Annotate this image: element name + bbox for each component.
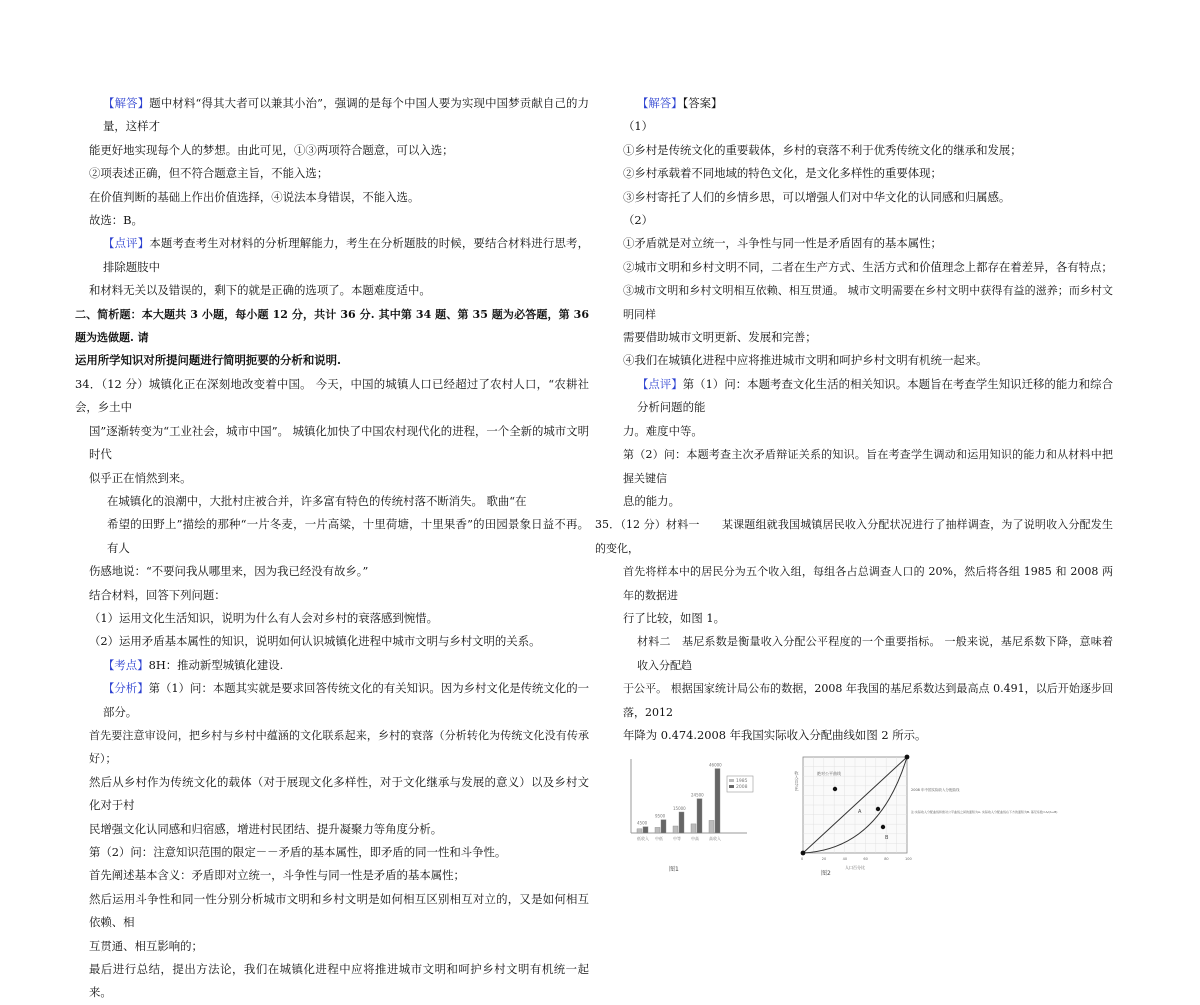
q34-analysis-line: 互贯通、相互影响的； bbox=[89, 938, 203, 953]
q34-analysis-line: 最后进行总结，提出方法论，我们在城镇化进程中应将推进城市文明和呵护乡村文明有机统一起来。 bbox=[89, 962, 589, 1000]
q34-question-line: 似乎正在悄然到来。 bbox=[89, 470, 192, 485]
point-tag: 【考点】 bbox=[103, 657, 149, 672]
q35-question-line: 行了比较，如图 1。 bbox=[623, 610, 725, 625]
q34-comment-line: 第（2）问：本题考查主次矛盾辩证关系的知识。旨在考查学生调动和运用知识的能力和从材料中把握关键信 bbox=[623, 448, 1113, 485]
fig1-data-label: 15000 bbox=[673, 806, 686, 812]
q33-answer-line: 在价值判断的基础上作出价值选择，④说法本身错误，不能入选。 bbox=[89, 189, 420, 204]
fig1-bar-1985 bbox=[655, 828, 660, 834]
q35-question-line: 首先将样本中的居民分为五个收入组，每组各占总调查人口的 20%，然后将各组 1985 和 2008 两年的数据进 bbox=[623, 565, 1113, 602]
right-column bbox=[595, 92, 1113, 891]
q34-analysis-line: 然后运用斗争性和同一性分别分析城市文明和乡村文明是如何相互区别相互对立的，又是如何相互依赖、相 bbox=[89, 891, 589, 930]
answer-line: 需要借助城市文明更新、发展和完善； bbox=[623, 330, 817, 345]
q34-subquestion: （2）运用矛盾基本属性的知识，说明如何认识城镇化进程中城市文明与乡村文明的关系。 bbox=[89, 634, 541, 649]
fig2-equal-label: 绝对公平曲线 bbox=[817, 771, 841, 777]
q33-answer-line: 能更好地实现每个人的梦想。由此可见，①③两项符合题意，可以入选； bbox=[89, 142, 454, 157]
q34-analysis-text: 第（1）问：本题其实就是要求回答传统文化的有关知识。因为乡村文化是传统文化的一部分。 bbox=[103, 681, 589, 719]
fig2-top-point bbox=[905, 755, 910, 760]
figure-2-lorenz-curve bbox=[783, 751, 1058, 889]
q35-material-line: 材料二 基尼系数是衡量收入分配公平程度的一个重要指标。 一般来说，基尼系数下降，意味着收入分配趋 bbox=[637, 635, 1113, 672]
answer-part-label: （2） bbox=[623, 213, 654, 228]
fig1-bar-2008 bbox=[715, 769, 720, 833]
section-header: 二、简析题：本大题共 3 小题，每小题 12 分，共计 36 分. 其中第 34 题、第 35 题为必答题，第 36 题为选做题. 请 bbox=[75, 307, 589, 345]
q34-comment-text: 第（1）问：本题考查文化生活的相关知识。本题旨在考查学生知识迁移的能力和综合分析问题的能 bbox=[637, 376, 1113, 415]
q33-answer-line bbox=[89, 92, 589, 139]
q34-question-line: 34．（12 分）城镇化正在深刻地改变着中国。 今天，中国的城镇人口已经超过了农村人口，“农耕社会，乡土中 bbox=[75, 376, 589, 415]
answer-line: ①矛盾就是对立统一，斗争性与同一性是矛盾固有的基本属性； bbox=[623, 236, 942, 251]
section-header: 运用所学知识对所提问题进行简明扼要的分析和说明. bbox=[75, 353, 341, 368]
fig2-x-tick: 100 bbox=[905, 857, 912, 862]
comment-tag: 【点评】 bbox=[637, 376, 683, 391]
q34-question-line: 结合材料，回答下列问题： bbox=[89, 587, 226, 602]
fig2-x-tick: 20 bbox=[821, 857, 827, 862]
fig1-bar-2008 bbox=[661, 820, 666, 833]
fig1-caption: 图1 bbox=[669, 866, 679, 874]
q34-material-line: 希望的田野上”描绘的那种“一片冬麦，一片高粱，十里荷塘，十里果香”的田园景象日益不再。 有人 bbox=[107, 517, 589, 555]
fig2-y-label: 收入百分比 bbox=[794, 771, 800, 792]
fig1-category-label: 低收入 bbox=[637, 836, 649, 842]
figure-1-bar-chart bbox=[623, 751, 763, 889]
fig2-x-tick: 60 bbox=[863, 857, 868, 862]
fig1-legend-1985: 1985 bbox=[736, 779, 748, 785]
fig2-point bbox=[881, 825, 885, 829]
fig2-x-tick: 40 bbox=[842, 857, 848, 862]
answer-line: ④我们在城镇化进程中应将推进城市文明和呵护乡村文明有机统一起来。 bbox=[623, 353, 988, 368]
fig1-legend-swatch-1985 bbox=[729, 779, 734, 782]
q33-comment-line: 和材料无关以及错误的，剩下的就是正确的选项了。本题难度适中。 bbox=[89, 283, 431, 298]
q34-answer-header bbox=[623, 92, 1113, 115]
fig1-category-label: 中高 bbox=[691, 836, 699, 842]
fig1-data-label: 4500 bbox=[637, 821, 648, 827]
left-column bbox=[75, 92, 589, 1005]
q34-material-line: 在城镇化的浪潮中，大批村庄被合并，许多富有特色的传统村落不断消失。 歌曲“在 bbox=[107, 493, 527, 508]
q34-comment-line: 息的能力。 bbox=[623, 493, 680, 508]
fig1-bar-1985 bbox=[691, 824, 696, 833]
q35-material-line: 年降为 0.474.2008 年我国实际收入分配曲线如图 2 所示。 bbox=[623, 727, 927, 742]
fig1-legend-swatch-2008 bbox=[729, 785, 734, 788]
fig1-category-label: 高收入 bbox=[709, 836, 721, 842]
q33-answer-text: 题中材料“得其大者可以兼其小治”，强调的是每个中国人要为实现中国梦贡献自己的力量，这样才 bbox=[103, 96, 589, 134]
q33-answer-line: ②项表述正确，但不符合题意主旨，不能入选； bbox=[89, 166, 329, 181]
fig1-data-label: 46000 bbox=[709, 762, 722, 768]
q34-analysis-line: 第（2）问：注意知识范围的限定－－矛盾的基本属性，即矛盾的同一性和斗争性。 bbox=[89, 845, 507, 859]
fig2-label-b: B bbox=[885, 835, 889, 842]
fig1-bar-1985 bbox=[637, 829, 642, 833]
q34-comment-line bbox=[623, 373, 1113, 420]
q34-comment-line: 力。难度中等。 bbox=[623, 423, 703, 438]
fig1-data-label: 9500 bbox=[655, 814, 666, 820]
fig1-category-label: 中低 bbox=[655, 836, 663, 842]
fig1-bar-1985 bbox=[673, 826, 678, 833]
fig2-actual-label: 2008 年中国实际收入分配曲线 bbox=[911, 788, 960, 793]
fig1-category-label: 中等 bbox=[673, 836, 681, 842]
fig2-note: 注:实际收入分配曲线和绝对公平曲线之间的面积为A, 实际收入分配曲线右下方的面积为B, 基尼系数=A/(A+B) bbox=[911, 810, 1058, 815]
answer-line: ②乡村承载着不同地域的特色文化，是文化多样性的重要体现； bbox=[623, 166, 942, 181]
q34-question-line: 国”逐渐转变为“工业社会，城市中国”。 城镇化加快了中国农村现代化的进程，一个全新的城市文明时代 bbox=[89, 423, 589, 462]
q33-comment-line bbox=[89, 232, 589, 279]
q35-question-line: 35．（12 分）材料一 某课题组就我国城镇居民收入分配状况进行了抽样调查，为了说明收入分配发生的变化， bbox=[595, 518, 1113, 555]
q33-comment-text: 本题考查考生对材料的分析理解能力，考生在分析题肢的时候，要结合材料进行思考，排除题肢中 bbox=[103, 236, 589, 274]
q34-material-line: 伤感地说：“不要问我从哪里来，因为我已经没有故乡。” bbox=[89, 564, 369, 579]
fig1-legend-2008: 2008 bbox=[736, 785, 748, 791]
fig2-x-tick: 80 bbox=[884, 857, 889, 862]
q34-point-text: 8H：推动新型城镇化建设. bbox=[148, 657, 284, 672]
fig1-bar-1985 bbox=[709, 821, 714, 834]
fig2-origin-point bbox=[801, 851, 806, 856]
fig1-bar-2008 bbox=[697, 799, 702, 833]
fig2-caption: 图2 bbox=[821, 870, 831, 878]
q34-point-line bbox=[89, 654, 589, 677]
answer-line: ③乡村寄托了人们的乡情乡思，可以增强人们对中华文化的认同感和归属感。 bbox=[623, 189, 1011, 204]
q33-answer-line: 故选：B。 bbox=[89, 213, 143, 228]
analysis-tag: 【分析】 bbox=[103, 681, 149, 696]
q34-analysis-line bbox=[89, 677, 589, 724]
fig1-bar-2008 bbox=[643, 827, 648, 833]
q35-material-line: 于公平。 根据国家统计局公布的数据，2008 年我国的基尼系数达到最高点 0.491，以后开始逐步回落，2012 bbox=[623, 682, 1113, 719]
answer-line: ①乡村是传统文化的重要载体，乡村的衰落不利于优秀传统文化的继承和发展； bbox=[623, 142, 1022, 157]
comment-tag: 【点评】 bbox=[103, 236, 150, 251]
fig2-point bbox=[833, 787, 837, 791]
answer-part-label: （1） bbox=[623, 119, 654, 134]
fig1-bar-2008 bbox=[679, 812, 684, 833]
fig2-x-tick: 0 bbox=[801, 857, 804, 862]
answer-line: ②城市文明和乡村文明不同，二者在生产方式、生活方式和价值理念上都存在着差异，各有特点； bbox=[623, 259, 1113, 274]
fig2-point bbox=[876, 807, 880, 811]
fig2-label-a: A bbox=[858, 809, 862, 816]
figures bbox=[623, 751, 1113, 891]
answer-line: ③城市文明和乡村文明相互依赖、相互贯通。 城市文明需要在乡村文明中获得有益的滋养；而乡村文明同样 bbox=[623, 284, 1113, 321]
q34-analysis-line: 首先要注意审设问，把乡村与乡村中蕴涵的文化联系起来，乡村的衰落（分析转化为传统文化没有传承好）； bbox=[89, 728, 589, 766]
q34-analysis-line: 然后从乡村作为传统文化的载体（对于展现文化多样性，对于文化继承与发展的意义）以及乡村文化对于村 bbox=[89, 774, 589, 813]
answer-tag: 【解答】 bbox=[637, 96, 683, 110]
fig2-x-label: 人口百分比 bbox=[845, 865, 865, 871]
fig1-data-label: 24500 bbox=[691, 793, 704, 799]
answer-tag: 【解答】 bbox=[103, 96, 150, 110]
q34-analysis-line: 首先阐述基本含义：矛盾即对立统一，斗争性与同一性是矛盾的基本属性； bbox=[89, 868, 465, 883]
q34-analysis-line: 民增强文化认同感和归宿感，增进村民团结、提升凝聚力等角度分析。 bbox=[89, 821, 443, 836]
answer-label: 【答案】 bbox=[682, 96, 723, 110]
q34-subquestion: （1）运用文化生活知识，说明为什么有人会对乡村的衰落感到惋惜。 bbox=[89, 610, 438, 625]
